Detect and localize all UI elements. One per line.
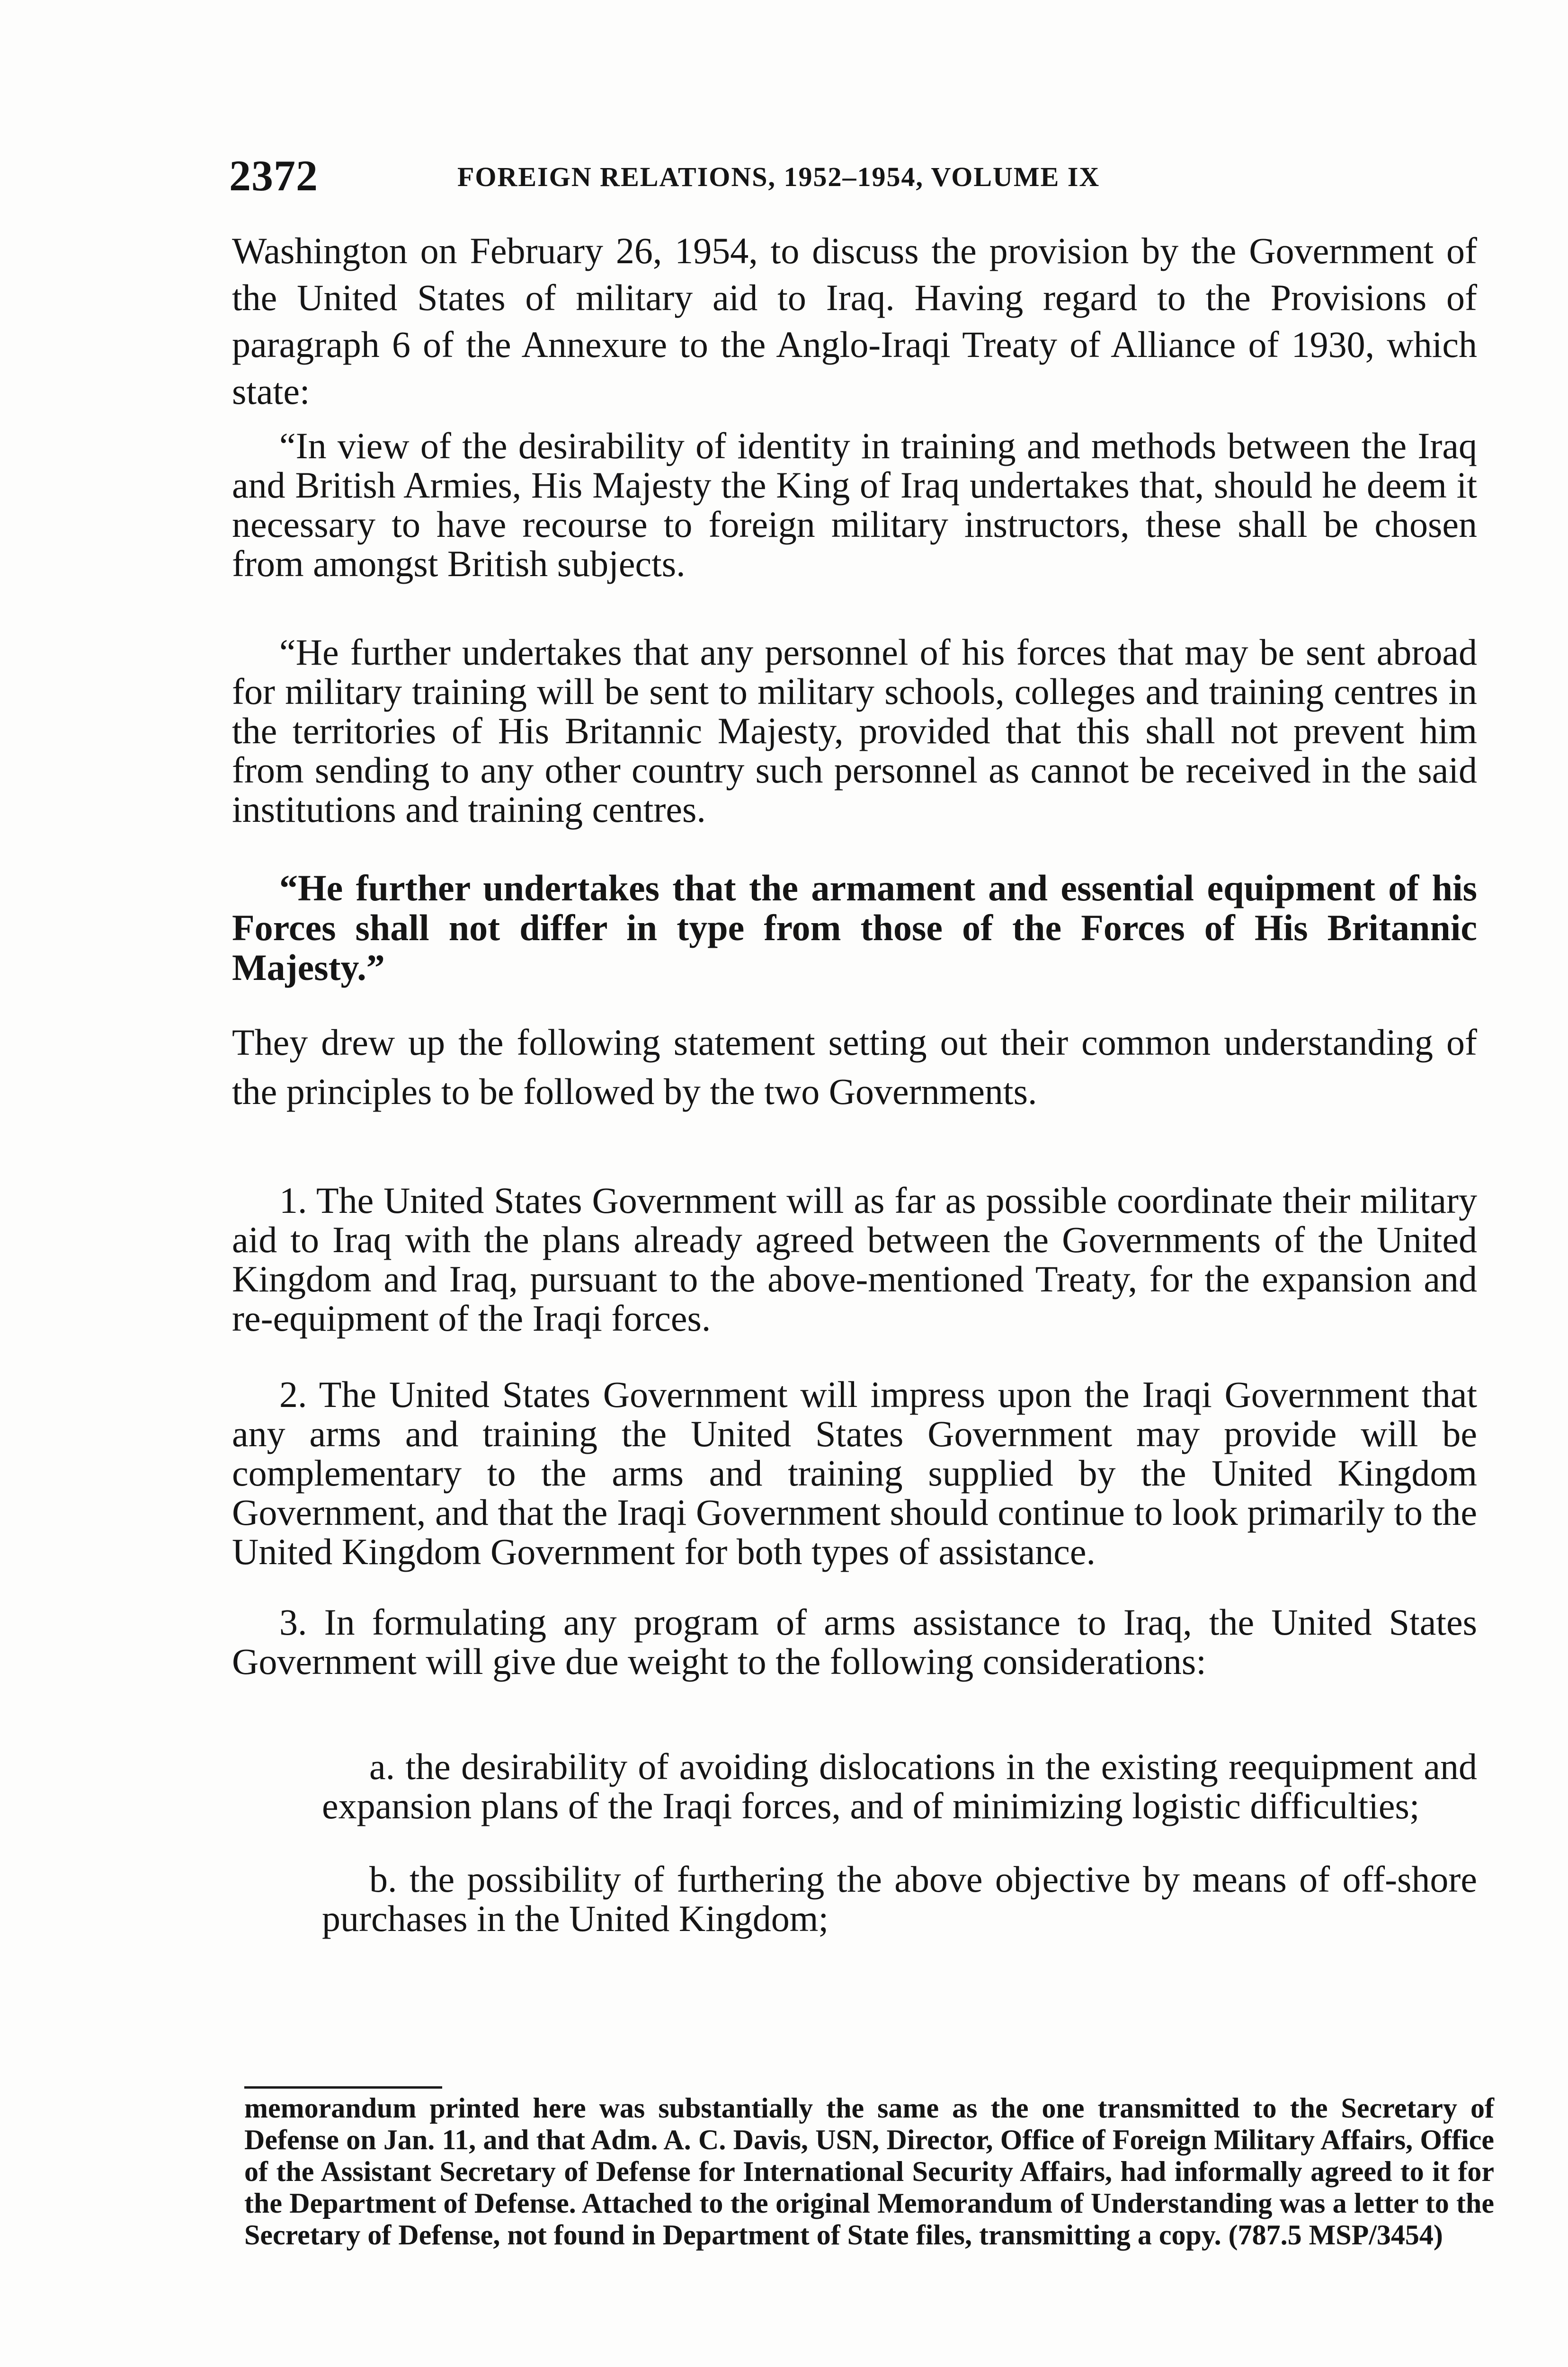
consideration-item-b: b. the possibility of furthering the above objective by means of off-shore purchases in the United Kingdom; [322,1859,1477,1939]
page-number: 2372 [229,151,318,200]
principle-item-1: 1. The United States Government will as far as possible coordinate their military aid to Iraq with the plans already agreed between the Governments of the United Kingdom and Iraq, pursuant to the above-mentioned Treaty, for the expansion and re-equipment of the Iraqi forces. [232,1180,1477,1339]
intro-paragraph: Washington on February 26, 1954, to discuss the provision by the Government of the United States of military aid to Iraq. Having regard to the Provisions of paragraph 6 of the Annexure to the Anglo-Iraqi Treaty of Alliance of 1930, which state: [232,230,1477,412]
principle-item-3: 3. In formulating any program of arms assistance to Iraq, the United States Government will give due weight to the following considerations: [232,1602,1477,1682]
treaty-quote-3: “He further undertakes that the armament and essential equipment of his Forces shall not differ in type from those of the Forces of His Britannic Majesty.” [232,867,1477,988]
statement-intro-paragraph: They drew up the following statement setting out their common understanding of the principles to be followed by the two Governments. [232,1022,1477,1112]
footnote-text: memorandum printed here was substantially the same as the one transmitted to the Secretary of Defense on Jan. 11, and that Adm. A. C. Davis, USN, Director, Office of Foreign Military Affairs, Office of the Assistant Secretary of Defense for International Security Affairs, had informally agreed to it for the Department of Defense. Attached to the original Memorandum of Understanding was a letter to the Secretary of Defense, not found in Department of State files, transmitting a copy. (787.5 MSP/3454) [244,2092,1494,2251]
treaty-quote-1: “In view of the desirability of identity in training and methods between the Iraq and British Armies, His Majesty the King of Iraq undertakes that, should he deem it necessary to have recourse to foreign military instructors, these shall be chosen from amongst British subjects. [232,425,1477,584]
footnote-divider [244,2086,442,2089]
principle-item-2: 2. The United States Government will impress upon the Iraqi Government that any arms and training the United States Government may provide will be complementary to the arms and training supplied by the United Kingdom Government, and that the Iraqi Government should continue to look primarily to the United Kingdom Government for both types of assistance. [232,1374,1477,1572]
running-header [229,151,1488,203]
running-title: FOREIGN RELATIONS, 1952–1954, VOLUME IX [457,161,1100,192]
consideration-item-a: a. the desirability of avoiding dislocations in the existing reequipment and expansion plans of the Iraqi forces, and of minimizing logistic difficulties; [322,1746,1477,1826]
treaty-quote-2: “He further undertakes that any personnel of his forces that may be sent abroad for military training will be sent to military schools, colleges and training centres in the territories of His Britannic Majesty, provided that this shall not prevent him from sending to any other country such personnel as cannot be received in the said institutions and training centres. [232,632,1477,830]
